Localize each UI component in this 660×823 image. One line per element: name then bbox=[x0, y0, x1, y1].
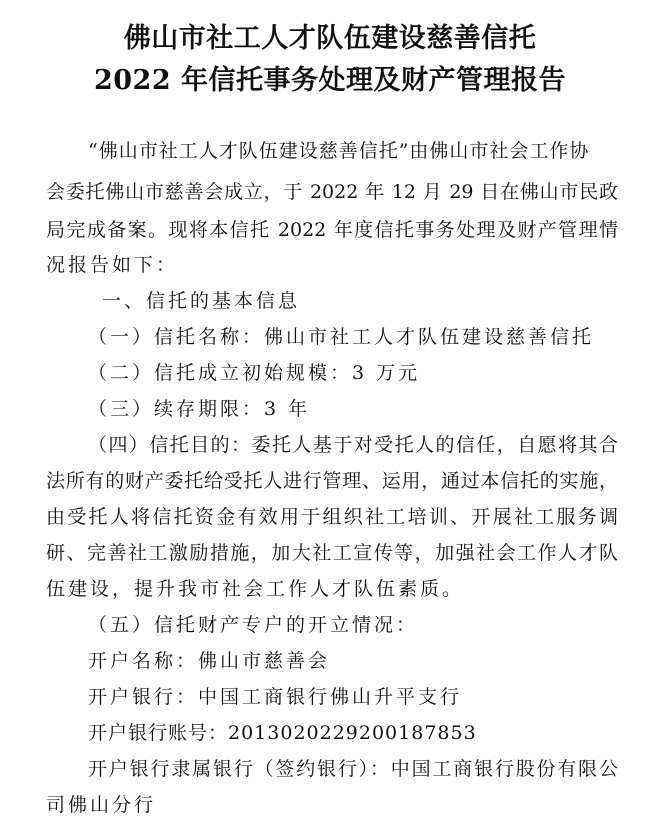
parent-bank-line-1: 开户银行隶属银行（签约银行）：中国工商银行股份有限公 bbox=[88, 758, 618, 780]
intro-line-1: “佛山市社工人才队伍建设慈善信托”由佛山市社会工作协 bbox=[88, 140, 590, 162]
trust-purpose-line-5: 伍建设，提升我市社会工作人才队伍素质。 bbox=[46, 578, 465, 600]
trust-purpose-line-2: 法所有的财产委托给受托人进行管理、运用，通过本信托的实施， bbox=[46, 470, 618, 492]
trust-account-heading: （五）信托财产专户的开立情况： bbox=[88, 614, 419, 636]
intro-line-3: 局完成备案。现将本信托 2022 年度信托事务处理及财产管理情 bbox=[46, 219, 618, 241]
trust-purpose-line-4: 研、完善社工激励措施，加大社工宣传等，加强社会工作人才队 bbox=[46, 542, 618, 564]
trust-initial-scale-item: （二）信托成立初始规模：3 万元 bbox=[88, 362, 421, 384]
trust-purpose-line-1: （四）信托目的：委托人基于对受托人的信任，自愿将其合 bbox=[88, 434, 618, 456]
account-bank: 开户银行：中国工商银行佛山升平支行 bbox=[88, 686, 463, 708]
trust-purpose-line-3: 由受托人将信托资金有效用于组织社工培训、开展社工服务调 bbox=[46, 506, 618, 528]
report-title-line-1: 佛山市社工人才队伍建设慈善信托 bbox=[123, 23, 537, 54]
account-name: 开户名称：佛山市慈善会 bbox=[88, 650, 331, 672]
report-title-line-2: 2022 年信托事务处理及财产管理报告 bbox=[93, 65, 567, 96]
trust-name-item: （一）信托名称：佛山市社工人才队伍建设慈善信托 bbox=[88, 326, 595, 348]
section-1-heading: 一、信托的基本信息 bbox=[102, 290, 301, 312]
account-number: 开户银行账号：2013020229200187853 bbox=[88, 722, 477, 744]
intro-line-4: 况报告如下： bbox=[46, 254, 179, 276]
trust-duration-item: （三）续存期限：3 年 bbox=[88, 398, 311, 420]
parent-bank-line-2: 司佛山分行 bbox=[46, 794, 157, 816]
intro-line-2: 会委托佛山市慈善会成立，于 2022 年 12 月 29 日在佛山市民政 bbox=[46, 181, 618, 203]
